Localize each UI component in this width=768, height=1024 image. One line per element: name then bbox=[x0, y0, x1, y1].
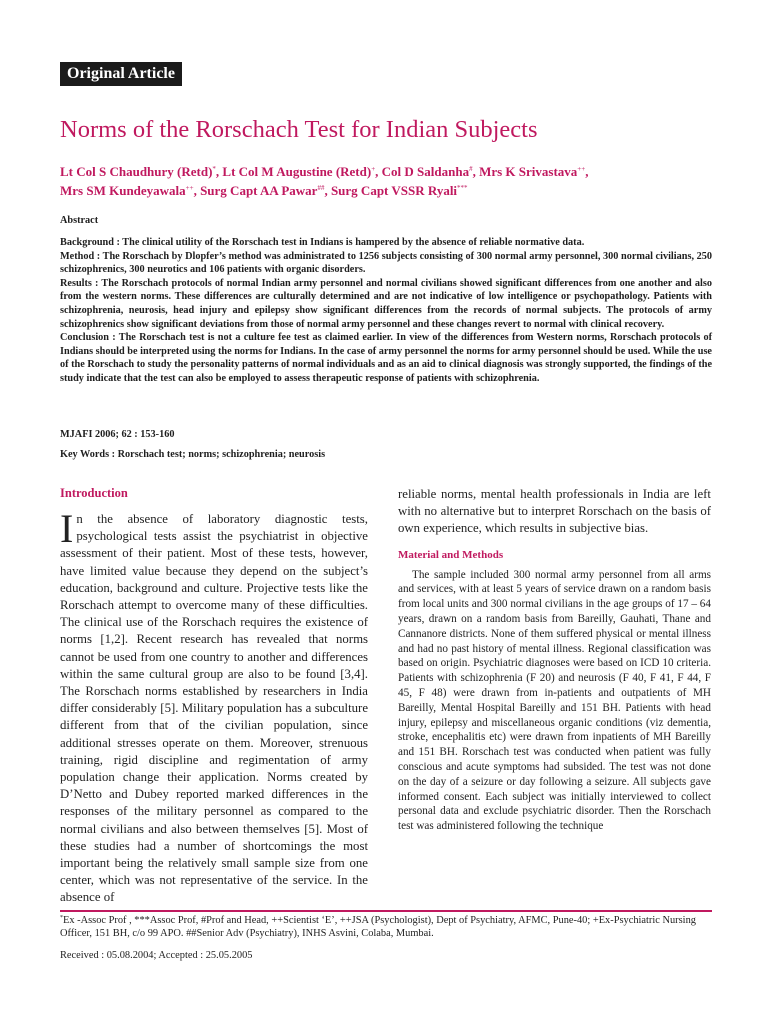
abstract-conclusion: Conclusion : The Rorschach test is not a culture fee test as claimed earlier. In view of the differences from Western norms, Rorschach protocols of Indians should be interpreted using the norms for Indians. In the case of army personnel the norms for army personnel should be used. While the use of the Rorschach to study the personality patterns of normal individuals and as an aid to clinical diagnosis was strongly supported, the findings of the study indicate that the test can also be employed to assess therapeutic response of patients with schizophrenia. bbox=[60, 332, 712, 384]
introduction-heading: Introduction bbox=[60, 486, 128, 500]
affiliations-text: Ex -Assoc Prof , ***Assoc Prof, #Prof and Head, ++Scientist ‘E’, ++JSA (Psychologist), Dept of Psychiatry, AFMC, Pune-40; +Ex-Psychiatric Nursing Officer, 151 BH, c/o 99 APO. ##Senior Adv (Psychiatry), INHS Asvini, Colaba, Mumbai. bbox=[60, 915, 696, 940]
author-name: Mrs SM Kundeyawala bbox=[60, 182, 186, 198]
article-type-badge: Original Article bbox=[60, 62, 182, 86]
keywords: Key Words : Rorschach test; norms; schizophrenia; neurosis bbox=[60, 449, 326, 460]
affiliations-footnote bbox=[60, 914, 712, 941]
author-mark: *** bbox=[457, 183, 468, 192]
journal-citation: MJAFI 2006; 62 : 153-160 bbox=[60, 429, 175, 440]
footnote-mark: * bbox=[60, 915, 63, 921]
methods-paragraph: The sample included 300 normal army personnel from all arms and services, with at least 5 years of service drawn on a random basis from local units and 300 normal civilians in the age groups of 17 – 64 years, drawn on a random basis from Bareilly, Gauhati, Thane and Cannanore districts. None of them suffered physical or mental illness and had no past history of mental illness. Regional classification was based on origin. Psychiatric diagnoses were based on ICD 10 criteria. Patients with schizophrenia (F 20) and neurosis (F 40, F 41, F 44, F 45, F 48) were drawn from in-patients and outpatients of MH Bareilly, Mental Hospital Bareilly and 151 BH. Patients with head injury, epilepsy and miscellaneous organic conditions (viz dementia, stroke, encephalitis etc) were drawn from inpatients of MH Bareilly and 151 BH. Rorschach test was conducted when patient was fully conscious and acute symptoms had subsided. The test was not done on the day of a seizure or day following a seizure. All subjects gave informed consent. Each subject was initially interviewed to collect personal data and exclude psychiatric disorder. Then the Rorschach test was administered following the technique bbox=[398, 568, 711, 833]
abstract-results: Results : The Rorschach protocols of normal Indian army personnel and normal civilians showed significant differences from one another and also from the western norms. These differences are culturally determined and are not indicative of low intelligence or psychopathology. Patients with schizophrenia, neurosis, head injury and epilepsy show significant differences from the records of normal subjects. The protocols of army schizophrenics show significant deviations from those of normal army personnel and these changes revert to normal with clinical recovery. bbox=[60, 277, 712, 330]
author-name: Lt Col S Chaudhury (Retd) bbox=[60, 164, 213, 179]
abstract-method: Method : The Rorschach by Dlopfer’s method was administrated to 1256 subjects consisting of 300 normal army personnel, 300 normal civilians, 250 schizophrenics, 300 neurotics and 106 patients with organic disorders. bbox=[60, 250, 712, 276]
author-name: Surg Capt VSSR Ryali bbox=[330, 182, 458, 198]
received-dates: Received : 05.08.2004; Accepted : 25.05.2005 bbox=[60, 950, 253, 961]
abstract-background: Background : The clinical utility of the Rorschach test in Indians is hampered by the absence of reliable normative data. bbox=[60, 237, 585, 248]
drop-cap: I bbox=[60, 506, 74, 551]
abstract-body bbox=[60, 236, 712, 386]
author-mark: + bbox=[371, 165, 376, 173]
methods-heading: Material and Methods bbox=[398, 548, 504, 561]
author-mark: ++ bbox=[185, 183, 194, 192]
author-name: Mrs K Srivastava bbox=[479, 164, 578, 179]
introduction-text: n the absence of laboratory diagnostic tests, psychological tests assist the psychiatrist in objective assessment of their patient. Most of these tests, however, have limited value because they depend on the subject’s education, background and culture. Projective tests like the Rorschach attempt to overcome many of these difficulties. The clinical use of the Rorschach requires the existence of norms [1,2]. Recent research has revealed that norms cannot be used from one country to another and differences within the same cultural group are also to be found [3,4]. The Rorschach norms established by researchers in India differ considerably [5]. Military population has a subculture different from that of the civilian population, since additional stresses operate on them. Moreover, strenuous training, rigid discipline and regimentation of army population change their application. Norms created by D’Netto and Dubey reported marked differences in the responses of the military personnel as compared to the normal civilians and also between themselves [5]. Most of these studies had a number of shortcomings the most important being the relatively small sample size from one center, which was not representative of the service. In the absence of bbox=[60, 512, 368, 905]
abstract-heading: Abstract bbox=[60, 215, 99, 226]
footnote-divider bbox=[60, 910, 712, 912]
introduction-paragraph bbox=[60, 506, 368, 907]
right-column bbox=[398, 486, 711, 834]
author-mark: * bbox=[212, 165, 216, 173]
article-title: Norms of the Rorschach Test for Indian Subjects bbox=[60, 116, 538, 143]
left-column bbox=[60, 486, 368, 907]
author-name: Col D Saldanha bbox=[381, 164, 470, 179]
author-mark: ## bbox=[317, 183, 325, 192]
introduction-continued: reliable norms, mental health professionals in India are left with no alternative but to interpret Rorschach on the basis of own experience, which results in subjective bias. bbox=[398, 487, 711, 536]
author-name: Lt Col M Augustine (Retd) bbox=[222, 164, 372, 179]
author-name: Surg Capt AA Pawar bbox=[200, 182, 318, 198]
author-list: Lt Col S Chaudhury (Retd)*, Lt Col M Augustine (Retd)+, Col D Saldanha#, Mrs K Srivastava++, Mrs SM Kundeyawala++, Surg Capt AA Pawar##, Surg Capt VSSR Ryali*** bbox=[60, 164, 589, 198]
author-mark: # bbox=[469, 165, 473, 173]
author-mark: ++ bbox=[577, 165, 586, 173]
